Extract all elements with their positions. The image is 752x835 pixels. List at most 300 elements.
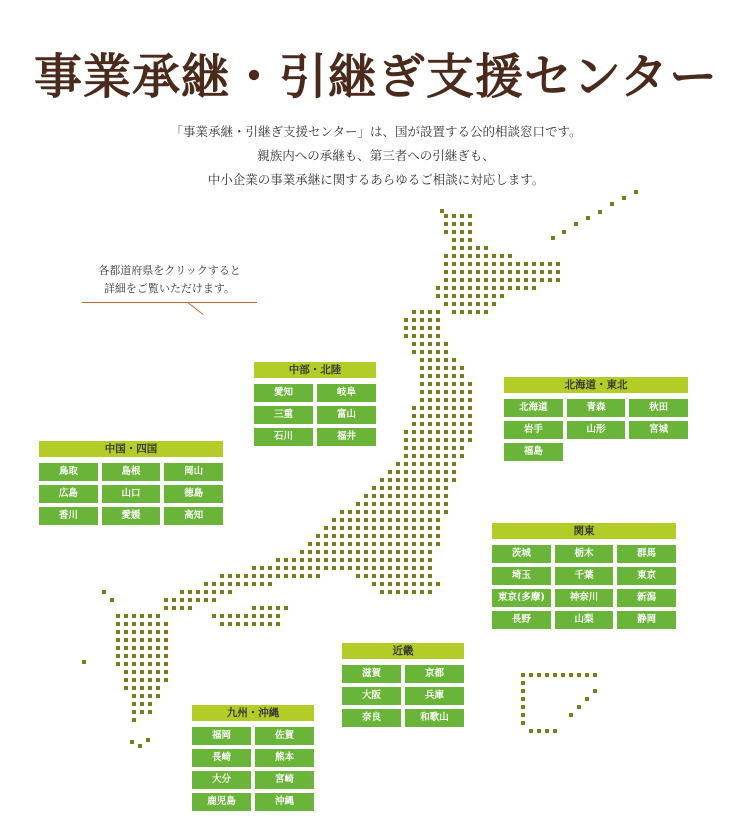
map-dot (188, 598, 192, 602)
map-dot (116, 654, 120, 658)
map-dot (140, 630, 144, 634)
map-dot (444, 414, 448, 418)
map-dot (396, 518, 400, 522)
pref-button-aomori[interactable]: 青森 (567, 399, 626, 417)
map-dot (420, 510, 424, 514)
map-dot (452, 238, 456, 242)
pref-button-wakayama[interactable]: 和歌山 (405, 709, 464, 727)
map-dot (529, 673, 533, 677)
map-dot (444, 294, 448, 298)
map-dot (468, 262, 472, 266)
map-dot (516, 262, 520, 266)
pref-button-tochigi[interactable]: 栃木 (555, 545, 614, 563)
map-dot (484, 254, 488, 258)
map-dot (164, 654, 168, 658)
map-dot (372, 486, 376, 490)
map-dot (364, 550, 368, 554)
pref-button-osaka[interactable]: 大阪 (342, 687, 401, 705)
map-dot (396, 566, 400, 570)
map-dot (284, 606, 288, 610)
map-dot (444, 366, 448, 370)
pref-button-gunma[interactable]: 群馬 (617, 545, 676, 563)
map-dot (468, 422, 472, 426)
pref-button-ibaraki[interactable]: 茨城 (492, 545, 551, 563)
map-dot (452, 406, 456, 410)
map-dot (452, 302, 456, 306)
map-dot (460, 430, 464, 434)
map-dot (500, 262, 504, 266)
map-dot (396, 550, 400, 554)
map-dot (444, 254, 448, 258)
map-dot (428, 454, 432, 458)
map-dot (436, 342, 440, 346)
map-dot (140, 710, 144, 714)
pref-button-mie[interactable]: 三重 (254, 406, 313, 424)
map-dot (436, 438, 440, 442)
map-dot (521, 705, 525, 709)
map-dot (140, 670, 144, 674)
map-dot (484, 270, 488, 274)
map-dot (316, 574, 320, 578)
map-dot (380, 582, 384, 586)
map-dot (324, 534, 328, 538)
map-dot (532, 270, 536, 274)
map-dot (412, 406, 416, 410)
map-dot (324, 558, 328, 562)
map-dot (452, 230, 456, 234)
region-kyushu-okinawa (192, 705, 314, 811)
map-dot (300, 550, 304, 554)
map-dot (428, 478, 432, 482)
pref-button-kagoshima[interactable]: 鹿児島 (192, 793, 251, 811)
map-dot (148, 654, 152, 658)
map-dot (484, 278, 488, 282)
map-dot (412, 342, 416, 346)
map-dot (428, 358, 432, 362)
pref-button-akita[interactable]: 秋田 (629, 399, 688, 417)
map-dot (316, 542, 320, 546)
map-dot (452, 414, 456, 418)
pref-button-hokkaido[interactable]: 北海道 (504, 399, 563, 417)
pref-button-kumamoto[interactable]: 熊本 (255, 749, 314, 767)
intro-line: 親族内への承継も、第三者への引継ぎも、 (257, 148, 495, 163)
map-dot (172, 606, 176, 610)
pref-button-hyogo[interactable]: 兵庫 (405, 687, 464, 705)
map-dot (420, 422, 424, 426)
map-dot (156, 686, 160, 690)
map-dot (164, 630, 168, 634)
map-dot (116, 646, 120, 650)
map-dot (124, 638, 128, 642)
pref-button-toyama[interactable]: 富山 (317, 406, 376, 424)
map-dot (380, 486, 384, 490)
map-dot (332, 558, 336, 562)
pref-button-chiba[interactable]: 千葉 (555, 567, 614, 585)
map-dot (484, 302, 488, 306)
map-dot (412, 350, 416, 354)
map-dot (356, 574, 360, 578)
pref-button-yamanashi[interactable]: 山梨 (555, 611, 614, 629)
map-dot (412, 454, 416, 458)
map-dot (444, 502, 448, 506)
map-dot (428, 566, 432, 570)
map-dot (372, 566, 376, 570)
map-dot (460, 254, 464, 258)
map-dot (132, 702, 136, 706)
map-dot (548, 270, 552, 274)
pref-button-kyoto[interactable]: 京都 (405, 665, 464, 683)
map-dot (428, 366, 432, 370)
map-dot (252, 574, 256, 578)
map-dot (452, 446, 456, 450)
map-dot (228, 614, 232, 618)
map-dot (102, 590, 106, 594)
map-dot (332, 550, 336, 554)
map-dot (500, 254, 504, 258)
map-dot (404, 318, 408, 322)
map-dot (340, 542, 344, 546)
map-dot (380, 534, 384, 538)
pref-button-okayama[interactable]: 岡山 (164, 463, 223, 481)
map-dot (420, 414, 424, 418)
pref-button-niigata[interactable]: 新潟 (617, 589, 676, 607)
map-dot (404, 590, 408, 594)
map-dot (292, 574, 296, 578)
pref-button-okinawa[interactable]: 沖縄 (255, 793, 314, 811)
pref-button-tottori[interactable]: 鳥取 (39, 463, 98, 481)
map-dot (372, 542, 376, 546)
map-dot (444, 390, 448, 394)
map-dot (428, 382, 432, 386)
map-dot (548, 262, 552, 266)
map-dot (324, 542, 328, 546)
map-dot (124, 630, 128, 634)
map-dot (440, 209, 444, 213)
map-dot (428, 310, 432, 314)
map-dot (404, 486, 408, 490)
map-dot (468, 286, 472, 290)
map-dot (372, 502, 376, 506)
map-dot (412, 470, 416, 474)
map-dot (428, 390, 432, 394)
map-dot (428, 526, 432, 530)
map-dot (553, 673, 557, 677)
pref-button-hiroshima[interactable]: 広島 (39, 485, 98, 503)
pref-button-yamagata[interactable]: 山形 (567, 421, 626, 439)
pref-button-nara[interactable]: 奈良 (342, 709, 401, 727)
map-dot (436, 582, 440, 586)
map-dot (468, 238, 472, 242)
map-dot (404, 550, 408, 554)
map-dot (412, 550, 416, 554)
pref-button-miyazaki[interactable]: 宮崎 (255, 771, 314, 789)
map-dot (364, 510, 368, 514)
map-dot (292, 558, 296, 562)
map-dot (420, 366, 424, 370)
map-dot (412, 414, 416, 418)
map-dot (140, 646, 144, 650)
map-dot (172, 598, 176, 602)
map-dot (132, 678, 136, 682)
map-dot (468, 382, 472, 386)
map-dot (468, 270, 472, 274)
map-dot (412, 422, 416, 426)
pref-button-yamaguchi[interactable]: 山口 (102, 485, 161, 503)
map-dot (420, 494, 424, 498)
map-dot (308, 542, 312, 546)
map-dot (452, 398, 456, 402)
pref-button-ishikawa[interactable]: 石川 (254, 428, 313, 446)
map-dot (428, 446, 432, 450)
map-dot (593, 689, 597, 693)
map-dot (340, 550, 344, 554)
map-dot (622, 196, 626, 200)
map-dot (468, 438, 472, 442)
map-dot (452, 270, 456, 274)
pref-button-kanagawa[interactable]: 神奈川 (555, 589, 614, 607)
map-dot (316, 558, 320, 562)
region-kanto (492, 523, 676, 629)
map-dot (537, 673, 541, 677)
pref-button-saga[interactable]: 佐賀 (255, 727, 314, 745)
map-dot (436, 526, 440, 530)
pref-button-fukui[interactable]: 福井 (317, 428, 376, 446)
pref-button-miyagi[interactable]: 宮城 (629, 421, 688, 439)
map-dot (260, 582, 264, 586)
pref-button-shimane[interactable]: 島根 (102, 463, 161, 481)
map-dot (598, 210, 602, 214)
map-dot (444, 278, 448, 282)
pref-button-oita[interactable]: 大分 (192, 771, 251, 789)
map-dot (420, 574, 424, 578)
map-dot (585, 697, 589, 701)
map-dot (508, 270, 512, 274)
map-dot (132, 638, 136, 642)
pref-button-tokyo-tama[interactable]: 東京(多摩) (492, 589, 551, 607)
map-dot (436, 294, 440, 298)
map-dot (364, 558, 368, 562)
map-dot (260, 566, 264, 570)
map-dot (476, 278, 480, 282)
map-dot (412, 430, 416, 434)
map-dot (428, 518, 432, 522)
map-dot (268, 606, 272, 610)
map-dot (492, 262, 496, 266)
map-dot (180, 598, 184, 602)
map-dot (428, 558, 432, 562)
map-dot (324, 550, 328, 554)
map-dot (130, 740, 134, 744)
map-dot (356, 526, 360, 530)
map-dot (585, 673, 589, 677)
page-title: 事業承継・引継ぎ支援センター (33, 49, 719, 105)
map-dot (412, 478, 416, 482)
map-dot (444, 438, 448, 442)
map-dot (468, 246, 472, 250)
map-dot (380, 518, 384, 522)
map-dot (284, 566, 288, 570)
map-dot (148, 622, 152, 626)
map-dot (436, 454, 440, 458)
map-dot (308, 574, 312, 578)
map-dot (332, 566, 336, 570)
map-dot (436, 310, 440, 314)
map-dot (388, 486, 392, 490)
map-dot (332, 518, 336, 522)
pref-button-nagasaki[interactable]: 長崎 (192, 749, 251, 767)
region-kinki (342, 643, 464, 727)
map-dot (492, 286, 496, 290)
map-dot (252, 606, 256, 610)
region-title-kinki: 近畿 (342, 643, 464, 659)
map-dot (396, 558, 400, 562)
map-dot (460, 374, 464, 378)
map-dot (124, 622, 128, 626)
map-dot (404, 494, 408, 498)
pref-button-fukushima[interactable]: 福島 (504, 443, 563, 461)
map-dot (380, 590, 384, 594)
map-dot (524, 286, 528, 290)
map-dot (436, 382, 440, 386)
map-dot (428, 318, 432, 322)
map-dot (460, 446, 464, 450)
map-dot (124, 686, 128, 690)
map-dot (524, 270, 528, 274)
map-dot (436, 414, 440, 418)
map-dot (420, 590, 424, 594)
map-dot (300, 558, 304, 562)
map-dot (252, 582, 256, 586)
map-dot (404, 478, 408, 482)
map-dot (540, 262, 544, 266)
map-dot (412, 494, 416, 498)
map-dot (372, 494, 376, 498)
map-dot (404, 334, 408, 338)
map-dot (460, 286, 464, 290)
pref-button-ehime[interactable]: 愛媛 (102, 507, 161, 525)
map-dot (452, 382, 456, 386)
map-dot (404, 542, 408, 546)
map-dot (124, 614, 128, 618)
map-dot (356, 542, 360, 546)
pref-button-nagano[interactable]: 長野 (492, 611, 551, 629)
pref-button-saitama[interactable]: 埼玉 (492, 567, 551, 585)
map-dot (428, 590, 432, 594)
map-dot (428, 582, 432, 586)
map-dot (428, 414, 432, 418)
map-dot (388, 518, 392, 522)
map-dot (548, 278, 552, 282)
map-dot (156, 646, 160, 650)
map-dot (420, 486, 424, 490)
map-dot (340, 510, 344, 514)
map-dot (140, 662, 144, 666)
map-dot (404, 326, 408, 330)
map-dot (412, 590, 416, 594)
map-dot (132, 686, 136, 690)
map-dot (444, 406, 448, 410)
map-dot (428, 350, 432, 354)
map-dot (364, 518, 368, 522)
map-dot (428, 486, 432, 490)
map-dot (508, 262, 512, 266)
map-dot (148, 694, 152, 698)
pref-button-kagawa[interactable]: 香川 (39, 507, 98, 525)
map-dot (460, 214, 464, 218)
map-dot (420, 470, 424, 474)
map-dot (212, 582, 216, 586)
map-dot (452, 246, 456, 250)
map-dot (634, 190, 638, 194)
map-hint (82, 262, 257, 298)
map-dot (364, 534, 368, 538)
pref-button-shizuoka[interactable]: 静岡 (617, 611, 676, 629)
map-dot (372, 582, 376, 586)
map-dot (428, 542, 432, 546)
map-dot (428, 534, 432, 538)
map-dot (476, 254, 480, 258)
pref-button-aichi[interactable]: 愛知 (254, 384, 313, 402)
map-dot (404, 446, 408, 450)
map-dot (420, 534, 424, 538)
map-dot (132, 694, 136, 698)
map-dot (372, 510, 376, 514)
map-dot (164, 662, 168, 666)
map-dot (521, 681, 525, 685)
map-dot (372, 526, 376, 530)
map-dot (204, 582, 208, 586)
map-dot (460, 422, 464, 426)
map-dot (156, 638, 160, 642)
map-dot (452, 422, 456, 426)
map-dot (508, 254, 512, 258)
pref-button-tokyo[interactable]: 東京 (617, 567, 676, 585)
map-dot (228, 590, 232, 594)
map-dot (356, 502, 360, 506)
map-dot (436, 470, 440, 474)
map-dot (148, 702, 152, 706)
map-dot (452, 430, 456, 434)
map-dot (340, 558, 344, 562)
map-dot (537, 729, 541, 733)
map-dot (556, 278, 560, 282)
region-title-hokkaido-tohoku: 北海道・東北 (504, 377, 688, 393)
pref-button-gifu[interactable]: 岐阜 (317, 384, 376, 402)
map-dot (396, 582, 400, 586)
pref-button-kochi[interactable]: 高知 (164, 507, 223, 525)
region-hokkaido-tohoku (504, 377, 688, 461)
pref-button-iwate[interactable]: 岩手 (504, 421, 563, 439)
map-dot (468, 390, 472, 394)
pref-button-fukuoka[interactable]: 福岡 (192, 727, 251, 745)
region-chubu (254, 362, 376, 446)
map-dot (260, 614, 264, 618)
map-dot (460, 302, 464, 306)
map-dot (444, 214, 448, 218)
map-dot (436, 446, 440, 450)
map-dot (268, 566, 272, 570)
hint-underline (82, 302, 257, 303)
map-dot (436, 486, 440, 490)
map-dot (140, 686, 144, 690)
map-dot (476, 270, 480, 274)
map-dot (460, 262, 464, 266)
map-dot (148, 710, 152, 714)
pref-button-shiga[interactable]: 滋賀 (342, 665, 401, 683)
map-dot (420, 454, 424, 458)
pref-button-tokushima[interactable]: 徳島 (164, 485, 223, 503)
map-dot (452, 222, 456, 226)
